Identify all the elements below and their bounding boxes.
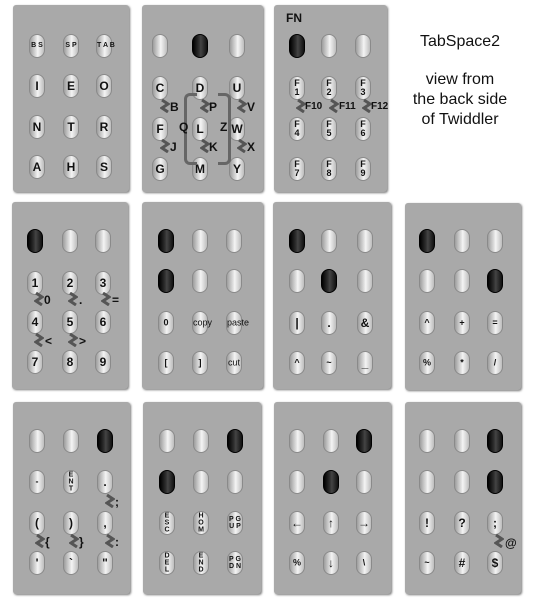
panel-symbols-2	[405, 402, 521, 594]
panel-arrows	[274, 402, 391, 594]
key-exclamation[interactable]: !	[419, 511, 435, 535]
key-row2-left[interactable]	[419, 269, 435, 293]
key-o[interactable]: O	[96, 74, 112, 98]
key-minus[interactable]: -	[29, 470, 45, 494]
key-row2-left-pressed[interactable]	[159, 470, 175, 494]
key-sp[interactable]: S P	[63, 34, 79, 58]
key-top-left[interactable]	[289, 429, 305, 453]
chord-label-0: 0	[44, 293, 51, 307]
chord-label-x: X	[247, 140, 256, 154]
chord-label-equals: =	[112, 293, 120, 307]
chord-label-semicolon: ;	[115, 495, 119, 509]
key-row2-middle[interactable]	[193, 470, 209, 494]
chord-connector-icon	[69, 534, 79, 548]
key-bs[interactable]: B S	[29, 34, 45, 58]
key-2[interactable]: 2	[62, 271, 78, 295]
key-end[interactable]: E N D	[193, 551, 209, 575]
chord-connector-icon	[68, 292, 78, 306]
key-tilde[interactable]: ~	[321, 351, 337, 375]
key-top-middle[interactable]	[454, 429, 470, 453]
key-f2[interactable]: F 2	[321, 76, 337, 100]
chord-label-v: V	[247, 100, 256, 114]
key-top-left-pressed[interactable]	[289, 229, 305, 253]
chord-label-k: K	[209, 140, 218, 154]
chord-connector-icon	[237, 139, 247, 153]
key-f9[interactable]: F 9	[355, 157, 371, 181]
key-top-right[interactable]	[487, 229, 503, 253]
key-f7[interactable]: F 7	[289, 157, 305, 181]
key-arrow-down[interactable]: ↓	[323, 551, 339, 575]
key-double-quote[interactable]: "	[97, 551, 113, 575]
chord-label-colon: :	[115, 535, 119, 549]
key-page-up[interactable]: P G U P	[227, 511, 243, 535]
panel-punctuation	[13, 402, 130, 594]
key-top-middle[interactable]	[192, 229, 208, 253]
panel-edit	[142, 202, 263, 389]
caption-line-3: of Twiddler	[421, 111, 499, 128]
key-arrow-left[interactable]: ←	[289, 511, 305, 535]
key-top-left-pressed[interactable]	[158, 229, 174, 253]
key-8[interactable]: 8	[62, 350, 78, 374]
key-row2-middle[interactable]	[454, 470, 470, 494]
key-fn-pressed[interactable]	[289, 34, 305, 58]
key-top-left[interactable]	[419, 429, 435, 453]
key-top-middle[interactable]	[321, 34, 337, 58]
key-comma[interactable]: ,	[97, 511, 113, 535]
key-top-right[interactable]	[355, 34, 371, 58]
key-f6[interactable]: F 6	[355, 117, 371, 141]
key-top-middle-pressed[interactable]	[192, 34, 208, 58]
panel-numbers	[12, 202, 128, 389]
key-u[interactable]: U	[229, 76, 245, 100]
chord-label-f10: F10	[305, 101, 323, 112]
chord-connector-icon	[160, 99, 170, 113]
key-percent[interactable]: %	[419, 351, 435, 375]
key-hash[interactable]: #	[454, 551, 470, 575]
key-dollar[interactable]: $	[487, 551, 503, 575]
chord-label-gt: >	[79, 334, 87, 348]
key-h[interactable]: H	[63, 155, 79, 179]
chord-connector-icon	[34, 333, 44, 347]
key-top-left[interactable]	[152, 34, 168, 58]
chord-label-p: P	[209, 100, 218, 114]
key-y[interactable]: Y	[229, 157, 245, 181]
key-underscore[interactable]: _	[357, 351, 373, 375]
key-row2-right-pressed[interactable]	[487, 269, 503, 293]
key-top-middle[interactable]	[454, 229, 470, 253]
chord-connector-icon	[329, 99, 339, 113]
key-backtick[interactable]: `	[63, 551, 79, 575]
key-arrow-up[interactable]: ↑	[323, 511, 339, 535]
chord-label-lt: <	[45, 334, 53, 348]
key-row2-right[interactable]	[356, 470, 372, 494]
key-top-middle[interactable]	[63, 429, 79, 453]
key-top-left[interactable]	[29, 429, 45, 453]
caption-line-1: view from	[425, 71, 495, 88]
panel-symbols-1	[273, 202, 391, 389]
key-slash[interactable]: /	[487, 351, 503, 375]
key-paren-close[interactable]: )	[63, 511, 79, 535]
key-top-middle[interactable]	[323, 429, 339, 453]
key-row2-right[interactable]	[227, 470, 243, 494]
key-f3[interactable]: F 3	[355, 76, 371, 100]
key-top-right-pressed[interactable]	[227, 429, 243, 453]
key-home[interactable]: H O M	[193, 511, 209, 535]
key-paren-open[interactable]: (	[29, 511, 45, 535]
key-tab[interactable]: T A B	[96, 34, 112, 58]
key-period[interactable]: .	[321, 311, 337, 335]
key-top-right[interactable]	[357, 229, 373, 253]
key-row2-left[interactable]	[289, 269, 305, 293]
key-cut[interactable]: cut	[226, 351, 242, 375]
chord-connector-icon	[237, 99, 247, 113]
key-row2-right-pressed[interactable]	[487, 470, 503, 494]
key-c[interactable]: C	[152, 76, 168, 100]
key-copy[interactable]: copy	[192, 311, 208, 335]
key-r[interactable]: R	[96, 115, 112, 139]
key-f4[interactable]: F 4	[289, 117, 305, 141]
key-top-middle[interactable]	[193, 429, 209, 453]
chord-label-q: Q	[179, 120, 189, 134]
key-f[interactable]: F	[152, 117, 168, 141]
key-n[interactable]: N	[29, 115, 45, 139]
chord-connector-icon	[34, 292, 44, 306]
key-top-right-pressed[interactable]	[487, 429, 503, 453]
key-period[interactable]: .	[97, 470, 113, 494]
key-semicolon[interactable]: ;	[487, 511, 503, 535]
key-top-middle[interactable]	[62, 229, 78, 253]
key-row2-right[interactable]	[226, 269, 242, 293]
chord-label-b: B	[170, 100, 179, 114]
key-ampersand[interactable]: &	[357, 311, 373, 335]
key-plus[interactable]: +	[454, 311, 470, 335]
caption-title: TabSpace2	[419, 33, 501, 50]
key-backslash[interactable]: \	[356, 551, 372, 575]
chord-connector-icon	[160, 139, 170, 153]
caption-block	[400, 32, 520, 130]
panel-letters-1	[13, 5, 129, 192]
panel-letters-2	[142, 5, 263, 192]
key-pipe[interactable]: |	[289, 311, 305, 335]
key-tilde[interactable]: ~	[419, 551, 435, 575]
key-m[interactable]: M	[192, 157, 208, 181]
key-6[interactable]: 6	[95, 310, 111, 334]
key-enter[interactable]: E N T	[63, 470, 79, 494]
key-top-right-pressed[interactable]	[356, 429, 372, 453]
key-row2-middle[interactable]	[192, 269, 208, 293]
key-top-right[interactable]	[229, 34, 245, 58]
key-arrow-right[interactable]: →	[356, 511, 372, 535]
key-f5[interactable]: F 5	[321, 117, 337, 141]
caption-line-2: the back side	[412, 91, 508, 108]
key-delete[interactable]: D E L	[159, 551, 175, 575]
key-row2-left[interactable]	[289, 470, 305, 494]
key-row2-middle[interactable]	[454, 269, 470, 293]
key-f8[interactable]: F 8	[321, 157, 337, 181]
key-w[interactable]: W	[229, 117, 245, 141]
key-5[interactable]: 5	[62, 310, 78, 334]
chord-label-dot: .	[79, 293, 83, 307]
key-row2-middle-pressed[interactable]	[323, 470, 339, 494]
key-top-left-pressed[interactable]	[27, 229, 43, 253]
panel-navigation	[143, 402, 261, 594]
key-zero[interactable]: 0	[158, 311, 174, 335]
chord-label-brace-close: }	[79, 535, 84, 549]
key-caret[interactable]: ^	[419, 311, 435, 335]
key-4[interactable]: 4	[27, 310, 43, 334]
fn-label: FN	[286, 11, 302, 25]
key-row2-right[interactable]	[357, 269, 373, 293]
key-equals[interactable]: =	[487, 311, 503, 335]
key-bracket-open[interactable]: [	[158, 351, 174, 375]
key-top-right[interactable]	[95, 229, 111, 253]
key-apostrophe[interactable]: '	[29, 551, 45, 575]
panel-math	[405, 203, 521, 390]
key-9[interactable]: 9	[95, 350, 111, 374]
key-s[interactable]: S	[96, 155, 112, 179]
key-top-right-pressed[interactable]	[97, 429, 113, 453]
key-t[interactable]: T	[63, 115, 79, 139]
key-1[interactable]: 1	[27, 271, 43, 295]
key-row2-left[interactable]	[419, 470, 435, 494]
chord-connector-icon	[68, 333, 78, 347]
chord-label-f12: F12	[371, 101, 389, 112]
key-asterisk[interactable]: *	[454, 351, 470, 375]
key-7[interactable]: 7	[27, 350, 43, 374]
key-caret[interactable]: ^	[289, 351, 305, 375]
chord-connector-icon	[105, 494, 115, 508]
key-top-middle[interactable]	[321, 229, 337, 253]
chord-label-j: J	[170, 140, 177, 154]
key-question[interactable]: ?	[454, 511, 470, 535]
chord-label-at: @	[505, 536, 517, 550]
key-3[interactable]: 3	[95, 271, 111, 295]
key-a[interactable]: A	[29, 155, 45, 179]
key-top-right[interactable]	[226, 229, 242, 253]
key-row2-left-pressed[interactable]	[158, 269, 174, 293]
key-esc[interactable]: E S C	[159, 511, 175, 535]
key-d[interactable]: D	[192, 76, 208, 100]
key-l[interactable]: L	[192, 117, 208, 141]
key-row2-middle-pressed[interactable]	[321, 269, 337, 293]
key-percent[interactable]: %	[289, 551, 305, 575]
key-top-left[interactable]	[159, 429, 175, 453]
chord-label-brace-open: {	[45, 535, 50, 549]
key-page-down[interactable]: P G D N	[227, 551, 243, 575]
key-bracket-close[interactable]: ]	[192, 351, 208, 375]
key-f1[interactable]: F 1	[289, 76, 305, 100]
key-paste[interactable]: paste	[226, 311, 242, 335]
panel-function-keys	[274, 5, 387, 192]
chord-connector-icon	[494, 534, 504, 548]
chord-connector-icon	[105, 534, 115, 548]
chord-label-f11: F11	[339, 101, 356, 112]
key-g[interactable]: G	[152, 157, 168, 181]
key-i[interactable]: I	[29, 74, 45, 98]
chord-connector-icon	[35, 534, 45, 548]
chord-connector-icon	[101, 292, 111, 306]
key-top-left-pressed[interactable]	[419, 229, 435, 253]
key-e[interactable]: E	[63, 74, 79, 98]
chord-label-z: Z	[220, 120, 228, 134]
